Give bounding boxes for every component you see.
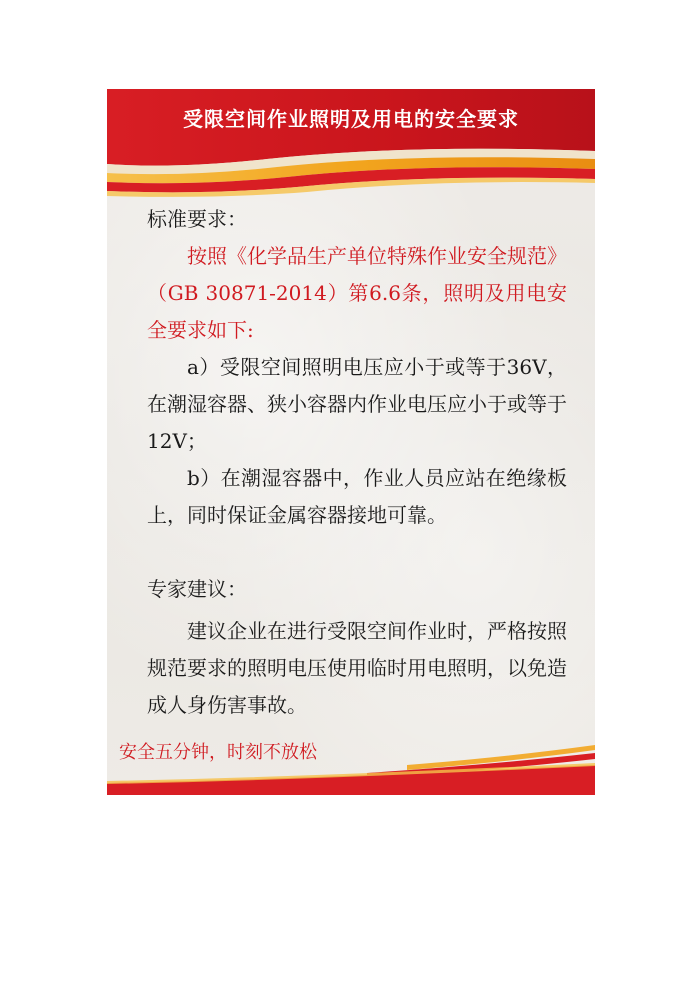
standard-intro-text: 按照《化学品生产单位特殊作业安全规范》（GB 30871-2014）第6.6条，照明及用电安全要求如下: bbox=[147, 244, 567, 342]
standard-heading: 标准要求： bbox=[147, 207, 247, 231]
poster-footer-stripes bbox=[107, 735, 595, 795]
standard-item-b bbox=[147, 460, 567, 534]
standard-item-a-text: a）受限空间照明电压应小于或等于36V，在潮湿容器、狭小容器内作业电压应小于或等于12V； bbox=[147, 355, 567, 453]
advice-heading: 专家建议： bbox=[147, 577, 247, 601]
standard-item-b-text: b）在潮湿容器中，作业人员应站在绝缘板上，同时保证金属容器接地可靠。 bbox=[147, 466, 567, 527]
advice-text-body: 建议企业在进行受限空间作业时，严格按照规范要求的照明电压使用临时用电照明，以免造成人身伤害事故。 bbox=[147, 619, 567, 717]
safety-slogan: 安全五分钟，时刻不放松 bbox=[119, 742, 317, 763]
standard-item-a bbox=[147, 349, 567, 460]
safety-poster bbox=[107, 89, 595, 795]
poster-content bbox=[107, 89, 595, 795]
standard-intro bbox=[147, 238, 567, 349]
advice-text bbox=[147, 613, 567, 724]
poster-title: 受限空间作业照明及用电的安全要求 bbox=[183, 107, 519, 131]
